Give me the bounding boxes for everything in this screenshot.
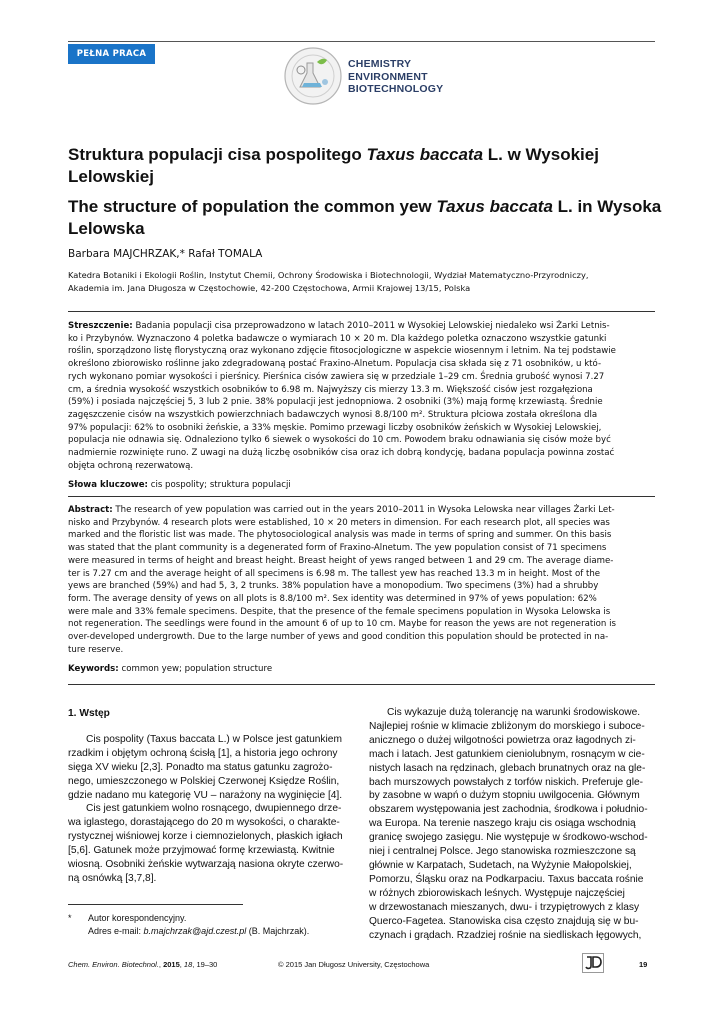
body-line: w drzewostanach mieszanych, dwu- i trzypiętrowych z klasy <box>369 901 640 913</box>
slowa-kluczowe-text: cis pospolity; struktura populacji <box>148 480 291 491</box>
abstract-en-line: yews are branched (59%) and had 5, 3, 2 trunks. 38% population have a monopodium. Two specimens (3%) had a shrubby <box>68 581 599 592</box>
body-line: obszarem występowania jest zachodnia, środkowa i południo- <box>369 804 648 816</box>
journal-line-3: BIOTECHNOLOGY <box>348 83 444 95</box>
body-line: wa Europa. Na terenie naszego kraju cis osiąga wschodnią <box>369 818 636 830</box>
body-line: ną osnówką [3,7,8]. <box>68 872 157 884</box>
journal-logo <box>283 46 343 106</box>
streszczenie <box>68 320 655 492</box>
body-line: Cis wykazuje dużą tolerancję na warunki środowiskowe. <box>387 707 641 718</box>
title-pl-species: Taxus baccata <box>366 145 484 164</box>
title-pl-text-end: L. w Wysokiej Lelowskiej <box>68 145 599 186</box>
slowa-kluczowe-label: Słowa kluczowe: <box>68 480 148 491</box>
footnote-mark: * <box>68 913 72 923</box>
footer-pages: 19–30 <box>196 960 218 969</box>
body-line: rzadkim i objętym ochroną ścisłą [1], a historia jego ochrony <box>68 747 338 759</box>
journal-line-1: CHEMISTRY <box>348 58 412 70</box>
title-english <box>68 196 668 240</box>
body-line: mach i latach. Jest gatunkiem cieniolubnym, rosnącym w cie- <box>369 748 645 760</box>
section-heading: 1. Wstęp <box>68 708 110 719</box>
abstract-en-line: was stated that the plant community is a degenerated form of Fraxino-Alnetum. The yew population consist of 71 specimens <box>68 543 607 554</box>
body-line: czynach i grądach. Rzadziej rośnie na siedliskach łęgowych, <box>369 929 642 941</box>
footnote <box>68 912 355 937</box>
body-line: Querco-Fagetea. Stanowiska cisa często znajdują się w bu- <box>369 915 639 927</box>
body-line: wiosną. Osobniki żeńskie wytwarzają nasiona okryte czerwo- <box>68 859 344 871</box>
abstract-pl-line: Badania populacji cisa przeprowadzono w latach 2010–2011 w Wysokiej Lelowskiej niedaleko wsi Żarki Letnis- <box>132 321 610 331</box>
footer-journal: Chem. Environ. Biotechnol. <box>68 960 159 969</box>
body-line: Najlepiej rośnie w klimacie zbliżonym do morskiego i suboce- <box>369 720 645 732</box>
right-column <box>369 706 655 942</box>
abstract-pl-line: (59%) i posiada najczęściej 5, 3 lub 2 pnie. 38% populacji jest jednopniowa. 2 osobniki (3%) mają formę krzewiastą. Średnie <box>68 397 603 408</box>
body-line: by zasobne w wapń o dużym stopniu uwilgocenia. Głównym <box>369 790 640 802</box>
article-type-badge <box>68 44 155 64</box>
affiliation-line: Akademia im. Jana Długosza w Częstochowie, 42-200 Częstochowa, Armii Krajowej 13/15, Polska <box>68 282 471 293</box>
footer-copyright: © 2015 Jan Długosz University, Częstochowa <box>278 960 430 969</box>
body-line: nistych lasach na rędzinach, glebach brunatnych oraz na gle- <box>369 762 646 774</box>
abstract-pl-line: populacja nie odnawia się. Odnaleziono tylko 6 siewek o wysokości do 10 cm. Powodem braku odnawiania się cisów może być <box>68 435 611 446</box>
keywords-label: Keywords: <box>68 664 119 675</box>
body-line: głównie w Karpatach, Sudetach, na Wyżynie Małopolskiej, <box>369 859 632 871</box>
abstract-en-line: form. The average density of yews on all plots is 8.8/100 m². Sex identity was determined in 97% of yews population: 62% <box>68 593 597 604</box>
divider <box>68 496 655 497</box>
body-line: Cis pospolity (Taxus baccata L.) w Polsce jest gatunkiem <box>86 733 342 745</box>
body-line: wa iglastego, dorastającego do 20 m wysokości, o charakte- <box>68 817 340 829</box>
body-line: sięga XV wieku [2,3]. Ponadto ma status gatunku zagrożo- <box>68 761 333 773</box>
footer-sep: , <box>179 960 184 969</box>
footer-year: 2015 <box>163 960 180 969</box>
abstract-pl-line: roślin, sporządzono listę florystyczną oraz wykonano zdjęcie fitosocjologiczne w aspekcie wiosennym i letnim. Na tej podstawie <box>68 346 616 357</box>
body-line: Pomorzu, Śląsku oraz na Podkarpaciu. Taxus baccata rośnie <box>369 873 644 885</box>
abstract-pl-line: cm, a średnia wysokość wszystkich osobników to 6.98 m. Najwyższy cis mierzy 13.3 m. Większość cisów jest rozgałęziona <box>68 384 593 395</box>
abstract-pl-line: ko i Przybynów. Wyznaczono 4 poletka badawcze o wymiarach 10 × 20 m. Dla każdego poletka oznaczono wszystkie gatunki <box>68 333 607 344</box>
abstract-en-line: nisko and Przybynów. 4 research plots were established, 10 × 20 meters in dimension. For each research plot, all species was <box>68 517 610 528</box>
streszczenie-label: Streszczenie: <box>68 321 133 331</box>
footer-citation <box>68 960 217 969</box>
body-line: bach murszowych powstałych z torfów niskich. Preferuje gle- <box>369 776 644 788</box>
abstract-en-line: marked and the floristic list was made. The phytosociological analysis was made in terms of spring and summer. On this basis <box>68 530 612 541</box>
body-line: w różnych zbiorowiskach leśnych. Występuje najczęściej <box>369 887 625 899</box>
footnote-rule <box>68 904 243 905</box>
affiliation <box>68 269 658 294</box>
abstract-en-line: over-developed undergrowth. Due to the large number of yews and good condition this population should be protected in na- <box>68 632 609 643</box>
divider <box>68 311 655 312</box>
abstract-en-line: were male and 33% female specimens. Despite, that the presence of the female specimens population in Wysoka Lelowska is <box>68 606 611 617</box>
abstract-pl-line: objęta ochroną rezerwatową. <box>68 460 194 471</box>
footnote-email[interactable]: b.majchrzak@ajd.czest.pl <box>143 925 247 936</box>
body-line: gdzie nadano mu kategorię VU – narażony na wyginięcie [4]. <box>68 789 343 801</box>
title-en-text-end: L. in Wysoka Lelowska <box>68 197 662 238</box>
journal-name <box>348 58 443 96</box>
footer-sep: , <box>158 960 164 969</box>
abstract-en-line: not regeneration. The seedlings were found in the amount 6 of up to 10 cm. Maybe for reason the yews are not regeneration is <box>68 619 616 630</box>
abstract-pl-line: 97% populacji: 62% to osobniki żeńskie, a 33% męskie. Pomimo przewagi liczby osobników żeńskich w Wysokiej Lelowskiej, <box>68 422 602 433</box>
keywords-text: common yew; population structure <box>118 664 273 675</box>
footnote-email-label: Adres e-mail: <box>88 925 144 936</box>
footnote-text: Autor korespondencyjny. <box>88 913 187 923</box>
body-line: nego, umieszczonego w Polskiej Czerwonej Księdze Roślin, <box>68 775 340 787</box>
left-column <box>68 707 355 886</box>
abstract-pl-line: nadmiernie rozwinięte runo. Z uwagi na dużą liczbę osobników cisa oraz ich dobrą kondycję, badana populacja powinna zostać <box>68 448 615 459</box>
abstract-pl-line: rych wykonano pomiar wysokości i pierśnicy. Pierśnica cisów zawiera się w przedziale 1–29 cm. Średnia grubość wynosi 7.27 <box>68 371 605 382</box>
page-number: 19 <box>639 960 648 969</box>
jd-logo-icon <box>582 953 604 973</box>
body-line: [5,6]. Gatunek może przyjmować formę krzewiastą. Kwitnie <box>68 845 335 857</box>
divider <box>68 684 655 685</box>
footnote-email-suffix: (B. Majchrzak). <box>246 925 310 936</box>
footer-sep: , <box>192 960 197 969</box>
title-polish <box>68 144 668 188</box>
body-line: rystycznej wiśniowej korze i ciemnozielonych, płaskich igłach <box>68 831 343 843</box>
body-line: Cis jest gatunkiem wolno rosnącego, dwupiennego drze- <box>86 803 342 815</box>
abstract-en <box>68 504 655 676</box>
authors: Barbara MAJCHRZAK,* Rafał TOMALA <box>68 248 263 260</box>
title-en-species: Taxus baccata <box>436 197 553 216</box>
abstract-en-line: ture reserve. <box>68 644 124 655</box>
abstract-label: Abstract: <box>68 505 113 515</box>
header-rule <box>68 41 655 42</box>
body-line: niej i centralnej Polsce. Jego stanowiska rozmieszczone są <box>369 846 636 858</box>
badge-label: PEŁNA PRACA <box>76 49 147 59</box>
journal-line-2: ENVIRONMENT <box>348 70 428 83</box>
footer-volume: 18 <box>183 960 193 969</box>
body-line: granicę swojego zasięgu. Nie występuje w środkowo-wschod- <box>369 832 648 844</box>
title-en-text: The structure of population the common yew <box>68 197 437 216</box>
journal-emblem-icon <box>283 46 343 106</box>
abstract-en-line: The research of yew population was carried out in the years 2010–2011 in Wysoka Lelowska near villages Żarki Let- <box>112 505 615 515</box>
abstract-pl-line: zagęszczenie cisów na wszystkich powierzchniach badawczych wynosi 8.8/100 m². Struktura płciowa została określona dla <box>68 409 598 420</box>
abstract-pl-line: określono zbiorowisko roślinne jako zdegradowaną postać Fraxino-Alnetum. Populacja cisa składa się z 71 osobników, u któ- <box>68 359 602 370</box>
body-line: anicznego o dużej wilgotności powietrza oraz łagodnych zi- <box>369 734 636 746</box>
affiliation-line: Katedra Botaniki i Ekologii Roślin, Instytut Chemii, Ochrony Środowiska i Biotechnologii, Wydział Matematyczno-Przyrodniczy, <box>68 270 589 280</box>
abstract-en-line: ter is 7.27 cm and the average height of all specimens is 6.98 m. The tallest yew has reached 13.3 m in height. Most of the <box>68 568 601 579</box>
abstract-en-line: were measured in terms of height and breast height. Breast height of yews ranged between 1 and 29 cm. The average diame- <box>68 555 614 566</box>
title-pl-text: Struktura populacji cisa pospolitego <box>68 145 367 164</box>
publisher-logo <box>582 953 604 973</box>
